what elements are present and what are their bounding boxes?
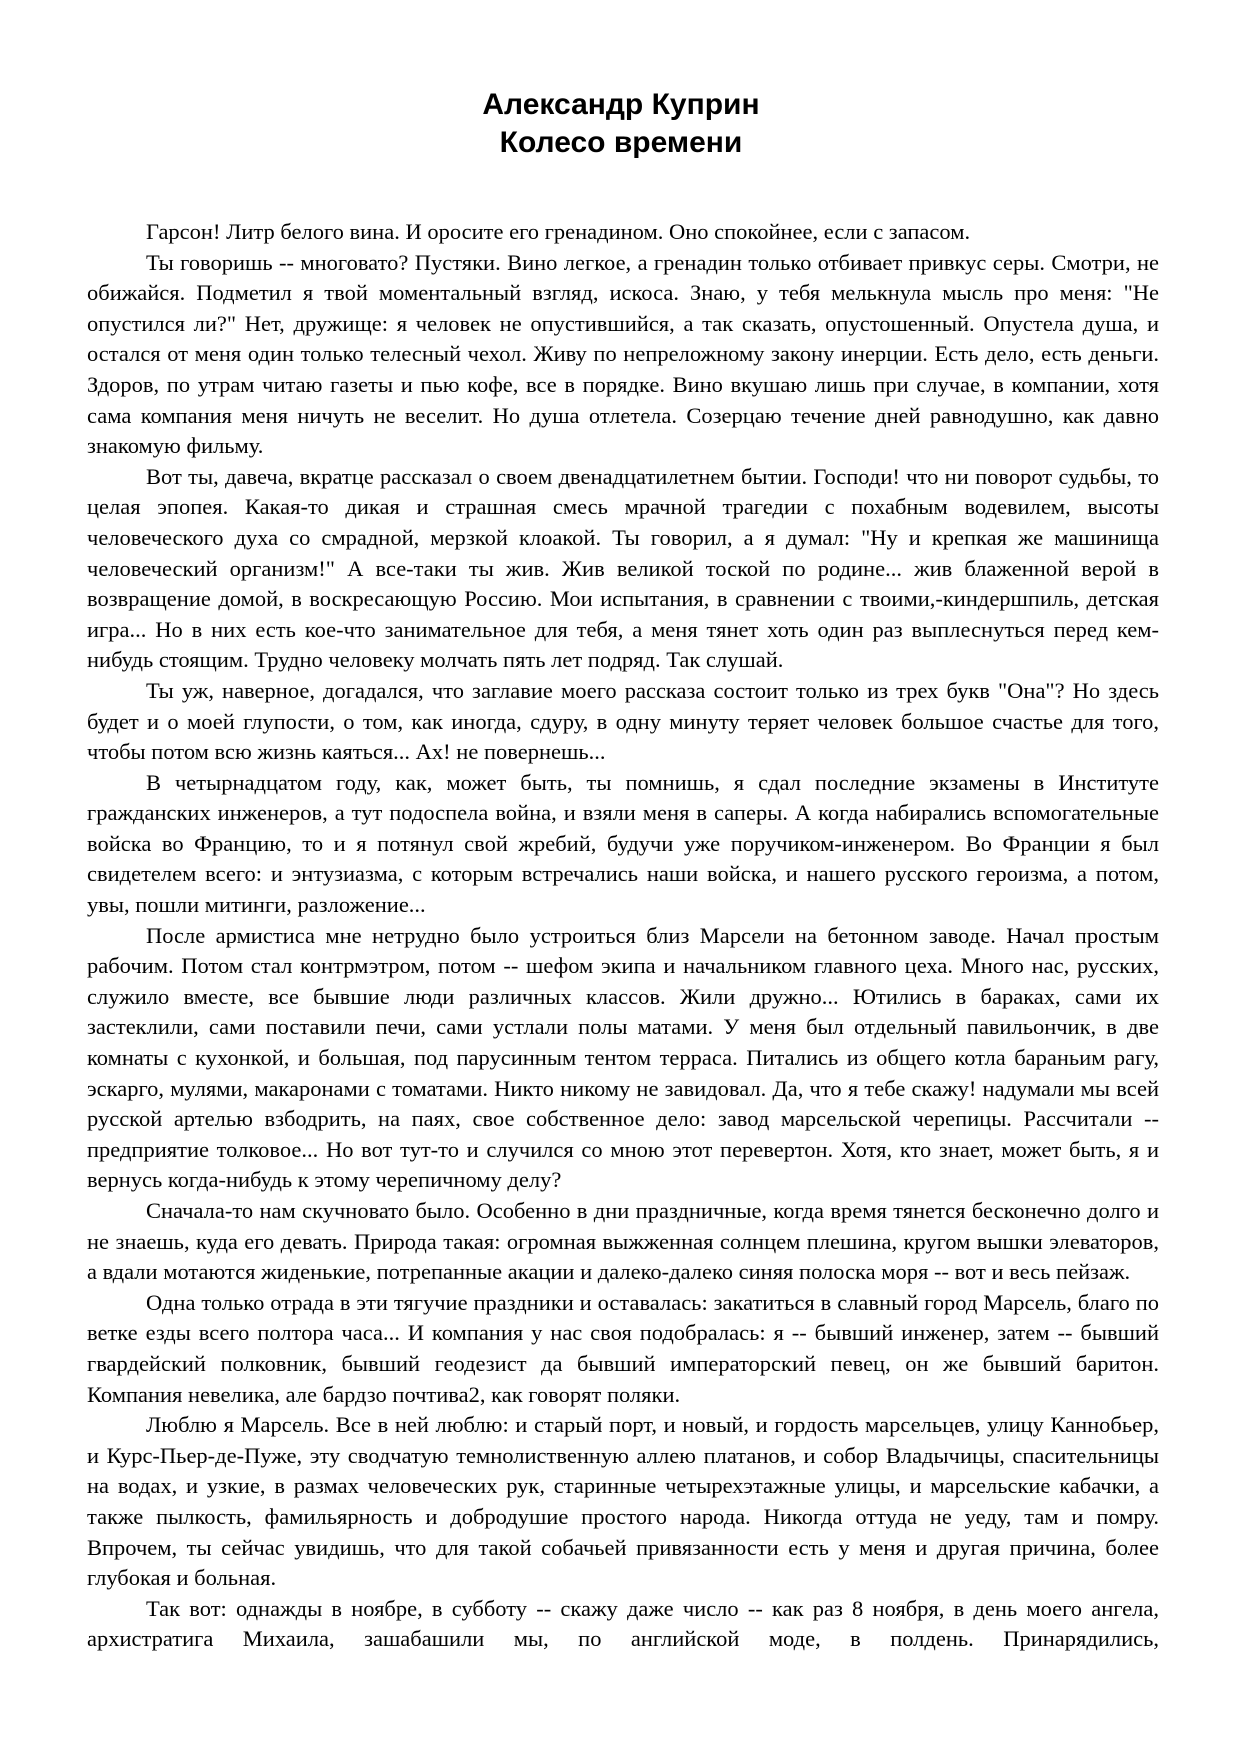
body-text (87, 217, 1159, 1655)
paragraph: Гарсон! Литр белого вина. И оросите его гренадином. Оно спокойнее, если с запасом. (146, 219, 971, 244)
paragraph: Так вот: однажды в ноябре, в субботу -- скажу даже число -- как раз 8 ноября, в день моего ангела, архистратига Михаила, зашабашили мы, по английской моде, в полдень. Принарядились, (87, 1595, 1159, 1652)
title-block (0, 86, 1242, 162)
paragraph: Ты говоришь -- многовато? Пустяки. Вино легкое, а гренадин только отбивает привкус серы. Смотри, не обижайся. Подметил я твой моментальный взгляд, искоса. Знаю, у тебя мелькнула мысль про меня: "Не опустился ли?" Нет, дружище: я человек не опустившийся, а так сказать, опустошенный. Опустела душа, и остался от меня один только телесный чехол. Живу по непреложному закону инерции. Есть дело, есть деньги. Здоров, по утрам читаю газеты и пью кофе, все в порядке. Вино вкушаю лишь при случае, в компании, хотя сама компания меня ничуть не веселит. Но душа отлетела. Созерцаю течение дней равнодушно, как давно знакомую фильму. (87, 249, 1159, 459)
paragraph: Люблю я Марсель. Все в ней люблю: и старый порт, и новый, и гордость марсельцев, улицу Каннобьер, и Курс-Пьер-де-Пуже, эту сводчатую темнолиственную аллею платанов, и собор Владычицы, спасительницы на водах, и узкие, в размах человеческих рук, старинные четырехэтажные улицы, и марсельские кабачки, а также пылкость, фамильярность и добродушие простого народа. Никогда оттуда не уеду, там и помру. Впрочем, ты сейчас увидишь, что для такой собачьей привязанности есть у меня и другая причина, более глубокая и больная. (87, 1412, 1159, 1591)
paragraph: В четырнадцатом году, как, может быть, ты помнишь, я сдал последние экзамены в Институте гражданских инженеров, а тут подоспела война, и взяли меня в саперы. А когда набирались вспомогательные войска во Францию, то и я потянул свой жребий, будучи уже поручиком-инженером. Во Франции я был свидетелем всего: и энтузиазма, с которым встречались наши войска, и нашего русского героизма, а потом, увы, пошли митинги, разложение... (87, 769, 1159, 918)
paragraph: Сначала-то нам скучновато было. Особенно в дни праздничные, когда время тянется бесконечно долго и не знаешь, куда его девать. Природа такая: огромная выжженная солнцем плешина, кругом вышки элеваторов, а вдали мотаются жиденькие, потрепанные акации и далеко-далеко синяя полоска моря -- вот и весь пейзаж. (87, 1198, 1159, 1285)
story-title: Колесо времени (499, 126, 743, 159)
paragraph: Одна только отрада в эти тягучие праздники и оставалась: закатиться в славный город Марсель, благо по ветке езды всего полтора часа... И компания у нас своя подобралась: я -- бывший инженер, затем -- бывший гвардейский полковник, бывший геодезист да бывший императорский певец, он же бывший баритон. Компания невелика, але бардзо почтива2, как говорят поляки. (87, 1289, 1159, 1407)
author-name: Александр Куприн (482, 88, 760, 121)
paragraph: После армистиса мне нетрудно было устроиться близ Марсели на бетонном заводе. Начал простым рабочим. Потом стал контрмэтром, потом -- шефом экипа и начальником главного цеха. Много нас, русских, служило вместе, все бывшие люди различных классов. Жили дружно... Ютились в бараках, сами их застеклили, сами поставили печи, сами устлали полы матами. У меня был отдельный павильончик, в две комнаты с кухонкой, и большая, под парусинным тентом терраса. Питались из общего котла бараньим рагу, эскарго, мулями, макаронами с томатами. Никто никому не завидовал. Да, что я тебе скажу! надумали мы всей русской артелью взбодрить, на паях, свое собственное дело: завод марсельской черепицы. Рассчитали -- предприятие толковое... Но вот тут-то и случился со мною этот перевертон. Хотя, кто знает, может быть, я и вернусь когда-нибудь к этому черепичному делу? (87, 922, 1159, 1193)
paragraph: Вот ты, давеча, вкратце рассказал о своем двенадцатилетнем бытии. Господи! что ни поворот судьбы, то целая эпопея. Какая-то дикая и страшная смесь мрачной трагедии с похабным водевилем, высоты человеческого духа со смрадной, мерзкой клоакой. Ты говорил, а я думал: "Ну и крепкая же машинища человеческий организм!" А все-таки ты жив. Жив великой тоской по родине... жив блаженной верой в возвращение домой, в воскресающую Россию. Мои испытания, в сравнении с твоими,-киндершпиль, детская игра... Но в них есть кое-что занимательное для тебя, а меня тянет хоть один раз выплеснуться перед кем-нибудь стоящим. Трудно человеку молчать пять лет подряд. Так слушай. (87, 463, 1159, 673)
paragraph: Ты уж, наверное, догадался, что заглавие моего рассказа состоит только из трех букв "Она"? Но здесь будет и о моей глупости, о том, как иногда, сдуру, в одну минуту теряет человек большое счастье для того, чтобы потом всю жизнь каяться... Ах! не повернешь... (87, 677, 1159, 765)
